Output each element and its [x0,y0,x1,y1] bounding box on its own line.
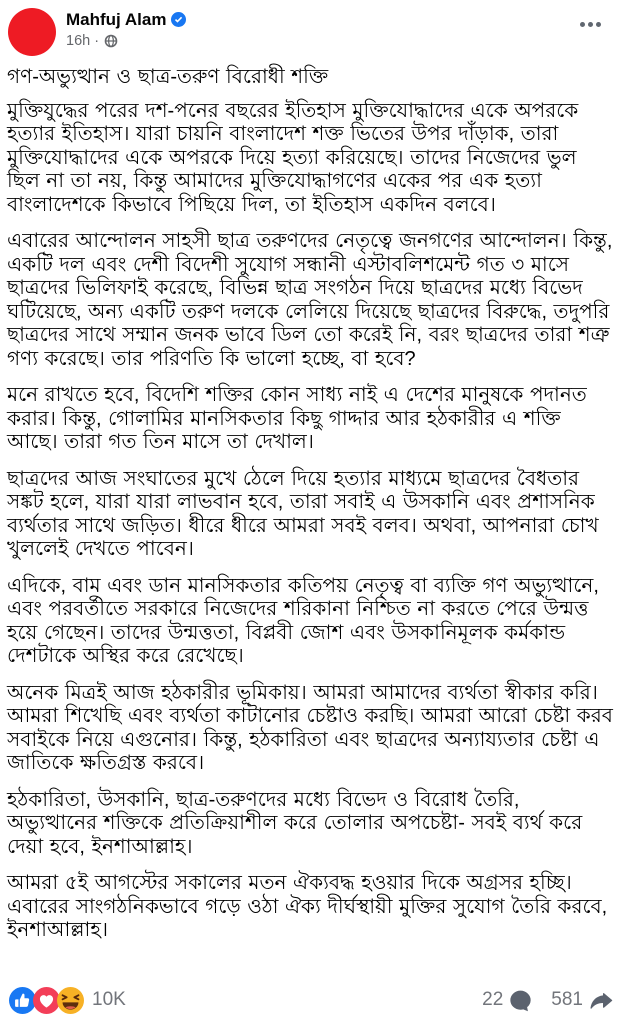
post-meta-row [66,33,613,49]
like-reaction-icon[interactable] [9,987,36,1014]
timestamp[interactable]: 16h [66,33,91,49]
love-reaction-icon[interactable] [33,987,60,1014]
verified-badge-icon [171,12,186,27]
post-title: গণ-অভ্যুত্থান ও ছাত্র-তরুণ বিরোধী শক্তি [7,66,329,88]
counts-right [482,988,613,1013]
post-paragraph: এবারের আন্দোলন সাহসী ছাত্র তরুণদের নেতৃত্বে জনগণের আন্দোলন। কিন্তু, একটি দল এবং দেশী বিদেশী সুযোগ সন্ধানী এস্টাবলিশমেন্ট গত ৩ মাসে ছাত্রদের ভিলিফাই করেছে, বিভিন্ন ছাত্র সংগঠন দিয়ে ছাত্রদের মধ্যে বিভেদ ঘটিয়েছে, অন্য একটি তরুণ দলকে লেলিয়ে দিয়েছে ছাত্রদের বিরুদ্ধে, তদুপরি ছাত্রদের সাথে সম্মান জনক ভাবে ডিল তো করেই নি, বরং ছাত্রদের তারা শত্রু গণ্য করেছে। তার পরিণতি কি ভালো হচ্ছে, বা হবে? [7,230,613,370]
more-options-icon [580,22,585,27]
haha-reaction-icon[interactable] [57,987,84,1014]
post-paragraph: মুক্তিযুদ্ধের পরের দশ-পনের বছরের ইতিহাস মুক্তিযোদ্ধাদের একে অপরকে হত্যার ইতিহাস। যারা চায়নি বাংলাদেশ শক্ত ভিতের উপর দাঁড়াক, তারা মুক্তিযোদ্ধাদের একে অপরকে দিয়ে হত্যা করিয়েছে। তাদের নিজেদের ভুল ছিল না তা নয়, কিন্তু আমাদের মুক্তিযোদ্ধাগণের একের পর এক হত্যা বাংলাদেশকে কিভাবে পিছিয়ে দিল, তা ইতিহাস একদিন বলবে। [7,99,579,216]
comments-summary[interactable] [482,988,533,1013]
engagement-bar [0,982,623,1024]
reaction-count[interactable]: 10K [92,989,126,1010]
header-text [66,6,613,49]
avatar[interactable] [8,8,56,56]
author-name-row [66,9,613,30]
comment-count[interactable]: 22 [482,989,504,1010]
more-options-button[interactable] [576,16,605,33]
post-paragraph: অনেক মিত্রই আজ হঠকারীর ভূমিকায়। আমরা আমাদের ব্যর্থতা স্বীকার করি। আমরা শিখেছি এবং ব্যর্থতা কাটানোর চেষ্টাও করছি। আমরা আরো চেষ্টা করব সবাইকে নিয়ে এগুনোর। কিন্তু, হঠকারিতা এবং ছাত্রদের অন্যায্যতার চেষ্টা এ জাতিকে ক্ষতিগ্রস্ত করবে। [7,681,613,774]
share-count[interactable]: 581 [551,989,583,1010]
post-header [0,0,623,60]
post-paragraph: ছাত্রদের আজ সংঘাতের মুখে ঠেলে দিয়ে হত্যার মাধ্যমে ছাত্রদের বৈধতার সঙ্কট হলে, যারা যারা লাভবান হবে, তারা সবাই এ উসকানি এবং প্রশাসনিক ব্যর্থতার সাথে জড়িত। ধীরে ধীরে আমরা সবই বলব। অথবা, আপনারা চোখ খুললেই দেখতে পাবেন। [7,467,599,560]
author-name[interactable]: Mahfuj Alam [66,10,167,29]
comment-bubble-icon [508,988,533,1013]
globe-icon [104,34,118,48]
post-paragraph: আমরা ৫ই আগস্টের সকালের মতন ঐক্যবদ্ধ হওয়ার দিকে অগ্রসর হচ্ছি। এবারের সাংগঠনিকভাবে গড়ে ওঠা ঐক্য দীর্ঘস্থায়ী মুক্তির সুযোগ তৈরি করবে, ইনশাআল্লাহ। [7,872,608,941]
shares-summary[interactable] [551,988,613,1013]
post-paragraph: হঠকারিতা, উসকানি, ছাত্র-তরুণদের মধ্যে বিভেদ ও বিরোধ তৈরি, অভ্যুত্থানের শক্তিকে প্রতিক্রিয়াশীল করে তোলার অপচেষ্টা- সবই ব্যর্থ করে দেয়া হবে, ইনশাআল্লাহ। [7,788,583,858]
post-body [0,60,623,982]
share-arrow-icon [588,988,613,1013]
reactions-summary[interactable] [9,987,126,1014]
meta-separator: · [94,33,100,49]
post-paragraph: মনে রাখতে হবে, বিদেশি শক্তির কোন সাধ্য নাই এ দেশের মানুষকে পদানত করার। কিন্তু, গোলামির মানসিকতার কিছু গাদ্দার আর হঠকারীর এ শক্তি আছে। তারা গত তিন মাসে তা দেখাল। [7,384,587,453]
post-paragraph: এদিকে, বাম এবং ডান মানসিকতার কতিপয় নেতৃত্ব বা ব্যক্তি গণ অভ্যুত্থানে, এবং পরবর্তীতে সরকারে নিজেদের শরিকানা নিশ্চিত না করতে পেরে উন্মত্ত হয়ে গেছেন। তাদের উন্মত্ততা, বিপ্লবী জোশ এবং উসকানিমূলক কর্মকান্ড দেশটাকে অস্থির করে রেখেছে। [7,574,599,667]
